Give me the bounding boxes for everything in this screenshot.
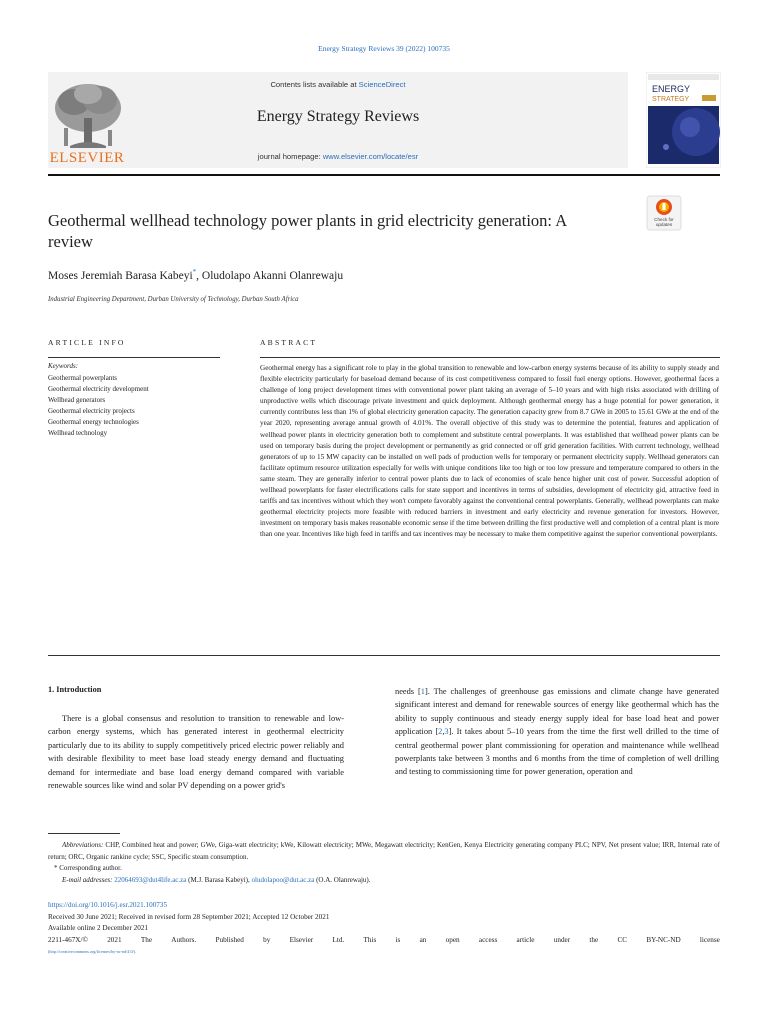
article-meta (48, 900, 720, 958)
license-word: is (395, 935, 401, 944)
abstract-end-rule (48, 655, 720, 656)
license-word: open (445, 935, 460, 944)
doi-link[interactable]: https://doi.org/10.1016/j.esr.2021.100735 (48, 901, 168, 909)
keywords-label: Keywords: (48, 362, 79, 370)
journal-cover-image (646, 72, 721, 168)
keyword-item: Geothermal energy technologies (48, 418, 139, 426)
check-badge-line2: updates (655, 222, 673, 227)
article-title: Geothermal wellhead technology power plants in grid electricity generation: A review (48, 211, 567, 251)
journal-name: Energy Strategy Reviews (256, 108, 420, 125)
license-word: The (140, 935, 153, 944)
license-word: 2021 (107, 935, 122, 944)
citation-separator: , (442, 727, 445, 737)
check-updates-icon (646, 195, 682, 231)
license-word: under (553, 935, 571, 944)
introduction-text-right (395, 685, 719, 779)
cover-title-energy: ENERGY (652, 84, 691, 94)
keyword-item: Geothermal powerplants (48, 374, 118, 382)
license-word: BY-NC-ND (646, 935, 681, 944)
intro-right-part1: needs [ (395, 687, 421, 696)
citation-link[interactable]: 1 (420, 687, 425, 696)
keyword-item: Geothermal electricity projects (48, 407, 135, 415)
corresponding-mark[interactable]: * (192, 268, 197, 276)
header-rule (48, 174, 720, 176)
author-separator: , (196, 269, 202, 282)
license-word: article (516, 935, 535, 944)
homepage-line (48, 152, 628, 161)
abstract-text: Geothermal energy has a significant role to play in the global transition to renewable and low-carbon energy systems because of its ability to supply steady and flexible electricity particularly for baseload demand because of its cost competitiveness compared to fossil fuel energy options. However, geothermal faces a challenge of long project development times with conventional power plant taking an average of 5–10 years and with high risks associated with drilling of unproductive wells which discourage private investment and quick deployment. Although geothermal energy has a huge potential for power generation, it currently contributes less than 1% of global electricity generation capacity. The generation capacity grew from 8.7 GWe in 2005 to 15.61 GWe at the end of the year 2020, representing average annual growth of 4.01%. The overall objective of this study was to determine the potential, features and application of wellhead power plants in electricity generation both to complement and substitute central powerplants. It was established that wellhead power plants can be used on temporary basis during the project development or permanently as grid connected or off grid generation facilities. With current technology, wellhead generators of up to 15 MW capacity can be installed on well pads of production wells for temporary or permanent electricity supply. Wellhead generators can facilitate optimum resource utilization especially for wells with unique conditions like too high or too low pressure and temperature compared to others in the same steam. They are generally inferior to central power plants due to lack of economies of scale hence higher unit cost of power. Successful adoption of wellhead powerplants for faster electrifications calls for state support and incentives in terms of subsidies, development of electricity gid, attractive feed in tariffs and tax incentives without which they won't compete favorably against the conventional central powerplants. Generally, wellhead powerplants can make geothermal electricity projects more feasible with reduced barriers in investment and early electricity and revenue generation for investors. However, investment on temporary basis makes reasonable economic sense if the time between drilling the first productive well and completion of a central plant is more than one year. Incentives like high feed in tariffs and tax incentives may be necessary to make them competitive against the superior conventional powerplants. (260, 364, 719, 539)
email-link-1[interactable]: 22064693@dut4life.ac.za (114, 875, 187, 884)
license-word: license (699, 935, 720, 944)
license-url-link[interactable]: (http://creativecommons.org/licenses/by-nc-nd/4.0/). (48, 949, 137, 955)
license-line (48, 935, 720, 947)
corresponding-author-note: * Corresponding author. (54, 864, 122, 872)
contents-line (48, 80, 628, 89)
license-word: the (589, 935, 599, 944)
affiliation: Industrial Engineering Department, Durban University of Technology, Durban South Africa (48, 296, 299, 303)
abbreviations-text: CHP, Combined heat and power; GWe, Giga-watt electricity; kWe, Kilowatt electricity; MWe, Megawatt electricity; KenGen, Kenya Electricity generating company PLC; NPV, Net present value; IRR, Internal rate of return; ORC, Organic rankine cycle; SSC, Specific steam consumption. (48, 841, 720, 861)
introduction-heading: 1. Introduction (48, 685, 102, 694)
license-word: Published (215, 935, 244, 944)
license-word: access (478, 935, 498, 944)
article-info-rule (48, 357, 220, 358)
intro-right-part3: ]. It takes about 5–10 years from the time the first well drilled to the time of central geothermal power plant commissioning for operation and maintenance while wellhead powerplants take between 3 months and 6 months from the time of completion of well drilling and testing to commissioning time for power generation, operation and (395, 727, 719, 777)
keywords-list (48, 373, 149, 439)
publisher-logo-text: ELSEVIER (49, 150, 125, 166)
keyword-item: Wellhead technology (48, 429, 108, 437)
license-word: This (363, 935, 377, 944)
footnote-rule (48, 833, 120, 834)
license-word: 2211-467X/© (48, 935, 88, 944)
keyword-item: Wellhead generators (48, 396, 106, 404)
author-2[interactable]: Oludolapo Akanni Olanrewaju (201, 269, 344, 282)
journal-reference[interactable]: Energy Strategy Reviews 39 (2022) 100735 (318, 44, 450, 53)
email-label: E-mail addresses: (62, 875, 113, 884)
license-word: by (263, 935, 271, 944)
contents-prefix: Contents lists available at (270, 80, 359, 89)
license-word: Elsevier (289, 935, 314, 944)
email-footnote (48, 875, 720, 887)
sciencedirect-link[interactable]: ScienceDirect (358, 80, 406, 89)
email-link-2[interactable]: oludolapoo@dut.ac.za (251, 875, 315, 884)
abstract-rule (260, 357, 720, 358)
homepage-link[interactable]: www.elsevier.com/locate/esr (322, 152, 419, 161)
citation-link[interactable]: 2 (438, 727, 443, 737)
available-online: Available online 2 December 2021 (48, 924, 149, 933)
license-word: CC (617, 935, 628, 944)
author-1[interactable]: Moses Jeremiah Barasa Kabeyi (48, 269, 193, 282)
keyword-item: Geothermal electricity development (48, 385, 149, 393)
introduction-text-left: There is a global consensus and resolution to transition to renewable and low-carbon energy systems, which has generated interest in geothermal electricity particularly due to its ability to supply competitively priced electric power reliably and with desirable flexibility to meet base load steady energy demand and fluctuating demand for intermediate and base load energy demand compared with variable renewable sources like wind and solar PV depending on a power grid's (48, 714, 344, 791)
footnotes (48, 840, 720, 886)
license-word: an (419, 935, 427, 944)
license-word: Authors. (171, 935, 197, 944)
license-word: Ltd. (332, 935, 345, 944)
email-name-2: (O.A. Olanrewaju). (314, 875, 371, 884)
check-for-updates-badge[interactable] (646, 195, 682, 231)
abbreviations-label: Abbreviations: (62, 841, 104, 849)
abbreviations-footnote (48, 840, 720, 863)
abstract-heading: ABSTRACT (260, 338, 318, 347)
citation-link[interactable]: 3 (444, 727, 449, 737)
email-name-1: (M.J. Barasa Kabeyi), (186, 875, 252, 884)
check-badge-line1: Check for (654, 217, 674, 222)
received-dates: Received 30 June 2021; Received in revised form 28 September 2021; Accepted 12 October 2021 (48, 912, 330, 921)
authors (48, 268, 343, 282)
intro-right-part2: ]. The challenges of greenhouse gas emissions and climate change have generated significant interest and demand for renewable sources of energy like geothermal which has the ability to supply continuous and steady energy supply ideal for base load heat and power application [ (395, 687, 719, 737)
cover-title-strategy: STRATEGY (652, 96, 690, 103)
homepage-prefix: journal homepage: (257, 152, 323, 161)
article-info-heading: ARTICLE INFO (48, 338, 126, 347)
